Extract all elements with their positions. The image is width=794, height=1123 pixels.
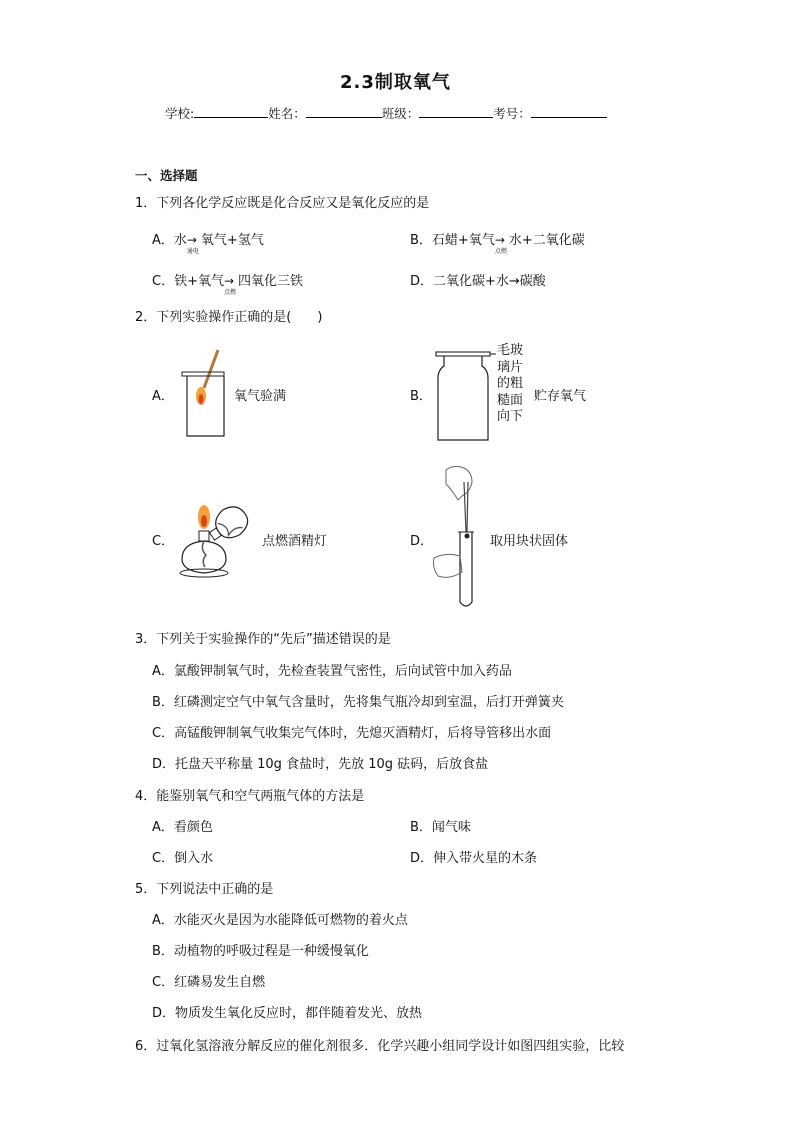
reaction-arrow-icon: → 点燃 [223,274,236,296]
tilted-lamp-neck [209,528,221,540]
page-title: 2.3制取氧气 [340,72,451,93]
question-2-stem: 2．下列实验操作正确的是( ) [135,310,323,325]
q2-b-note-line: 向下 [497,409,524,424]
q1-a-left: 水 [173,233,187,248]
tweezers-icon [464,482,466,532]
wick-icon [202,541,206,567]
name-label: 姓名： [268,106,306,121]
reaction-arrow-icon: → 点燃 [494,233,507,255]
q1-c-left: 铁+氧气 [174,274,224,289]
storage-bottle-icon [438,356,488,440]
q3-option-d[interactable]: D．托盘天平称量 10g 食盐时，先放 10g 砝码，后放食盐 [152,757,489,772]
tilted-lamp-icon [210,501,253,544]
q1-option-a[interactable] [152,229,264,255]
lower-hand-icon [434,554,463,577]
q1-a-label: A． [152,233,174,248]
q5-option-b[interactable]: B．动植物的呼吸过程是一种缓慢氧化 [152,944,369,959]
q1-c-condition: 点燃 [223,289,236,296]
q2-d-caption: 取用块状固体 [490,534,569,549]
bottle-mouth-line [182,372,224,376]
flame-inner-icon [199,394,204,404]
q1-a-right: 氧气+氢气 [200,233,264,248]
exam-no-blank[interactable] [531,103,607,118]
q1-option-b[interactable] [410,229,585,255]
lighting-alcohol-lamp-diagram [174,493,260,581]
q2-b-note [497,343,523,426]
q1-d-text: 二氧化碳+水→碳酸 [433,274,546,289]
q2-b-note-line: 糙面 [497,392,524,408]
question-3-stem: 3．下列关于实验操作的“先后”描述错误的是 [135,632,391,647]
q5-option-a[interactable]: A．水能灭火是因为水能降低可燃物的着火点 [152,913,408,928]
q1-a-condition: 通电 [186,248,199,255]
q3-option-a[interactable]: A．氯酸钾制氧气时，先检查装置气密性，后向试管中加入药品 [152,664,512,679]
school-blank[interactable] [194,103,268,118]
tweezers-arm [467,482,468,532]
q2-b-caption: 贮存氧气 [534,389,587,404]
name-blank[interactable] [306,103,382,118]
q5-option-d[interactable]: D．物质发生氧化反应时，都伴随着发光、放热 [152,1006,423,1021]
flame-inner-icon [201,515,207,527]
question-6-stem: 6．过氧化氢溶液分解反应的催化剂很多．化学兴趣小组同学设计如图四组实验，比较 [135,1039,625,1054]
q4-option-a[interactable]: A．看颜色 [152,820,213,835]
q1-b-left: 石蜡+氧气 [431,233,495,248]
question-1-stem: 1．下列各化学反应既是化合反应又是氧化反应的是 [135,196,430,211]
q2-b-note-line: 毛玻 [497,343,524,358]
q1-d-label: D． [410,274,434,289]
wood-stick-icon [204,350,218,388]
q2-a-caption: 氧气验满 [234,389,287,404]
q2-b-label[interactable]: B． [410,389,432,404]
q1-option-c[interactable] [152,270,303,296]
q2-c-label[interactable]: C． [152,534,175,549]
exam-no-label: 考号： [493,106,531,121]
question-5-stem: 5．下列说法中正确的是 [135,882,274,897]
q4-option-c[interactable]: C．倒入水 [152,851,214,866]
class-label: 班级： [381,106,420,121]
gas-storage-bottle-diagram [432,348,498,444]
q1-c-right: 四氧化三铁 [237,274,303,289]
q3-option-b[interactable]: B．红磷测定空气中氧气含量时，先将集气瓶冷却到室温，后打开弹簧夹 [152,695,564,710]
question-4-stem: 4．能鉴别氧气和空气两瓶气体的方法是 [135,789,365,804]
oxygen-full-test-diagram [178,346,234,438]
q1-c-label: C． [152,274,175,289]
q4-option-d[interactable]: D．伸入带火星的木条 [410,851,538,866]
q4-option-b[interactable]: B．闻气味 [410,820,471,835]
student-info-line [165,103,607,122]
reaction-arrow-icon: → 通电 [186,233,199,255]
q2-b-note-line: 璃片 [497,359,524,375]
solid-block-icon [465,534,470,539]
q1-b-condition: 点燃 [494,248,507,255]
q3-option-c[interactable]: C．高锰酸钾制氧气收集完气体时，先熄灭酒精灯，后将导管移出水面 [152,726,552,741]
school-label: 学校: [165,106,195,121]
q1-b-right: 水+二氧化碳 [508,233,585,248]
class-blank[interactable] [419,103,493,118]
q5-option-c[interactable]: C．红磷易发生自燃 [152,975,266,990]
q1-b-label: B． [410,233,432,248]
section-heading: 一、选择题 [135,168,198,183]
q2-a-label[interactable]: A． [152,389,174,404]
q1-option-d[interactable] [410,270,546,289]
lamp-neck [199,531,209,541]
q2-c-caption: 点燃酒精灯 [262,534,328,549]
q2-b-note-line: 的粗 [497,376,524,391]
taking-solid-diagram [432,462,492,612]
q2-d-label[interactable]: D． [410,534,434,549]
glass-plate-icon [436,352,490,356]
